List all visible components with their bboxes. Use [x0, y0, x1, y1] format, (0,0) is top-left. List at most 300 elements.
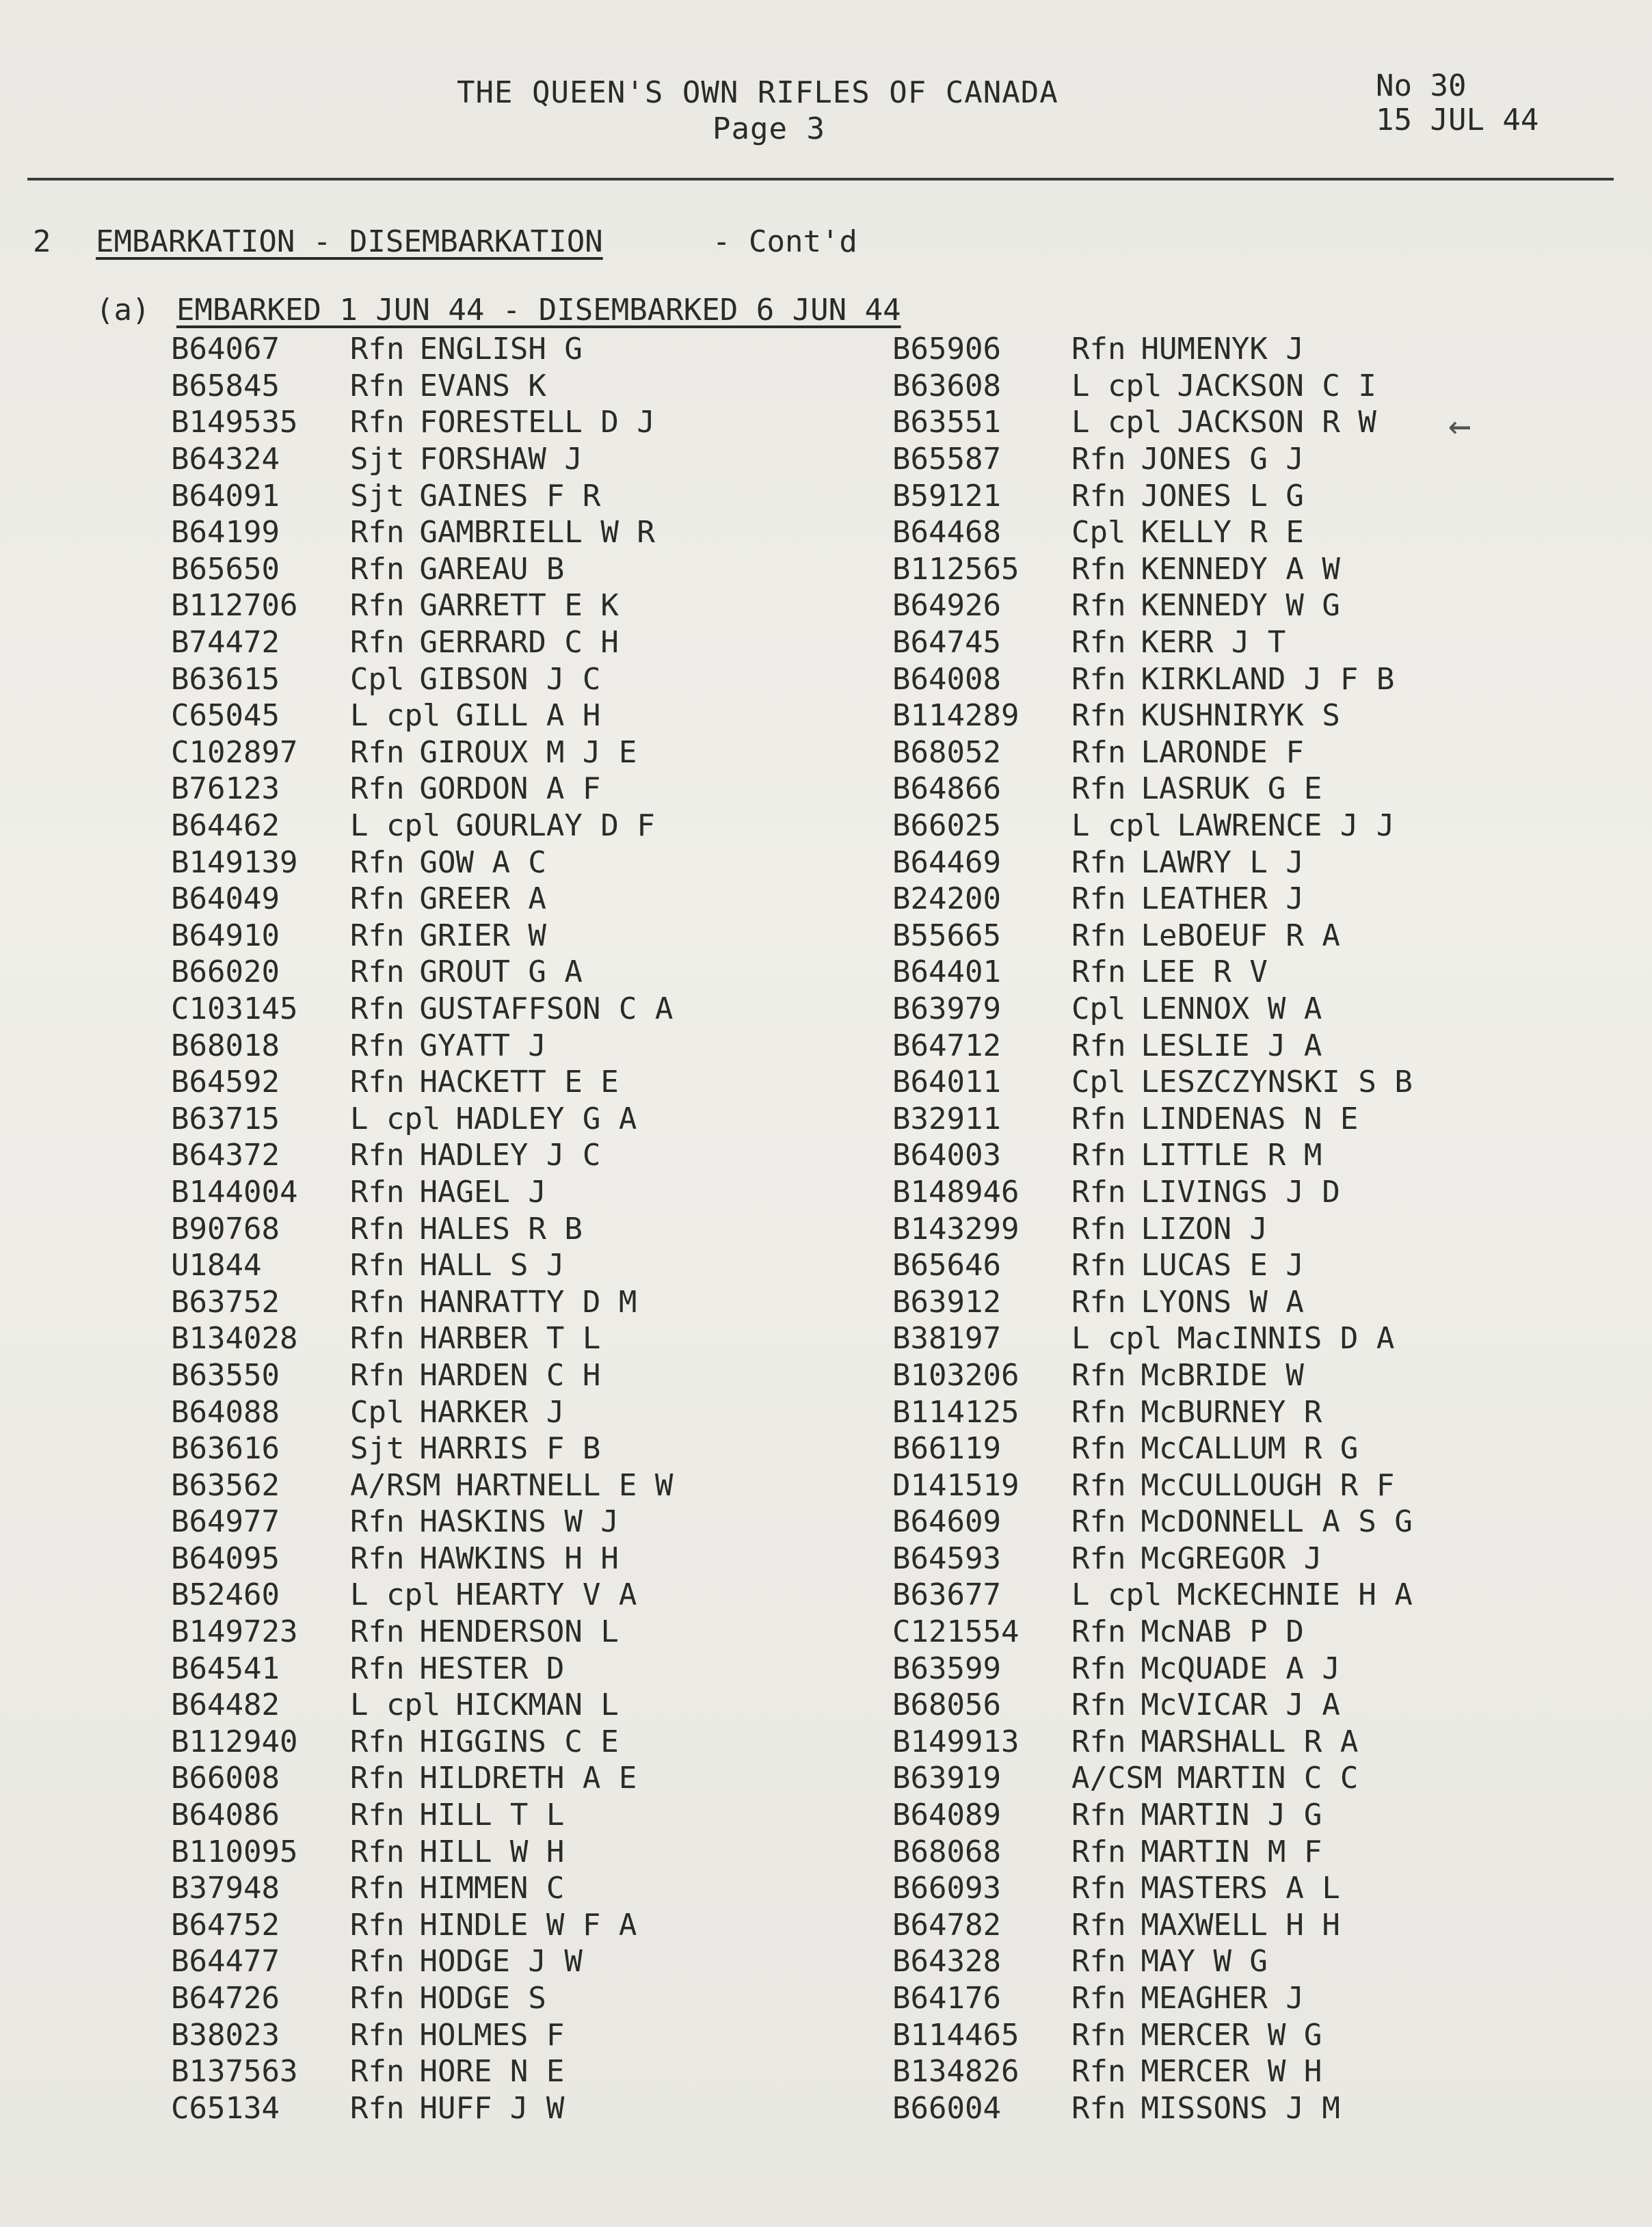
soldier-name: HUFF J W [419, 2090, 565, 2126]
roster-row [171, 1760, 673, 1797]
soldier-name: KENNEDY W G [1141, 588, 1340, 624]
service-number: B64088 [171, 1394, 280, 1430]
service-number: B55665 [892, 918, 1001, 953]
roster-row [892, 1027, 1413, 1064]
roster-row [171, 1467, 673, 1504]
service-number: B65845 [171, 368, 280, 403]
soldier-name: HARDEN C H [419, 1357, 601, 1393]
roster-row [171, 551, 673, 588]
service-number: B38023 [171, 2017, 280, 2053]
page-number: Page 3 [712, 111, 825, 146]
soldier-name: HANRATTY D M [419, 1284, 637, 1320]
roster-row [892, 697, 1413, 734]
service-number: B63919 [892, 1761, 1001, 1796]
rank: Rfn [350, 1834, 405, 1869]
rank: Rfn [1071, 698, 1126, 734]
service-number: B63551 [892, 405, 1001, 440]
service-number: B64324 [171, 442, 280, 477]
soldier-name: HICKMAN L [455, 1688, 619, 1723]
soldier-name: GERRARD C H [419, 625, 619, 661]
soldier-name: MEAGHER J [1141, 1981, 1304, 2016]
left-roster-column [171, 331, 673, 2126]
service-number: B64011 [892, 1065, 1001, 1100]
service-number: B68018 [171, 1028, 280, 1063]
soldier-name: HEARTY V A [455, 1577, 637, 1613]
soldier-name: HARBER T L [419, 1321, 601, 1357]
roster-row [892, 1174, 1413, 1211]
soldier-name: McQUADE A J [1141, 1651, 1340, 1686]
soldier-name: ENGLISH G [419, 332, 583, 367]
soldier-name: MacINNIS D A [1177, 1321, 1395, 1357]
service-number: B37948 [171, 1871, 280, 1906]
rank: Rfn [1071, 734, 1126, 770]
roster-row [171, 1870, 673, 1907]
roster-row [892, 1833, 1413, 1870]
roster-row [171, 2090, 673, 2127]
roster-row [171, 514, 673, 551]
service-number: B64593 [892, 1541, 1001, 1576]
service-number: B103206 [892, 1357, 1020, 1393]
soldier-name: LIVINGS J D [1141, 1174, 1340, 1210]
service-number: U1844 [171, 1248, 262, 1283]
roster-row [892, 624, 1413, 661]
soldier-name: LYONS W A [1141, 1284, 1304, 1320]
roster-row [892, 1760, 1413, 1797]
roster-row [171, 2016, 673, 2053]
soldier-name: EVANS K [419, 368, 546, 403]
rank: Rfn [1071, 918, 1126, 953]
roster-row [171, 624, 673, 661]
roster-row [892, 1943, 1413, 1980]
roster-row [171, 1687, 673, 1724]
service-number: B63599 [892, 1651, 1001, 1686]
soldier-name: HENDERSON L [419, 1614, 619, 1650]
rank: Rfn [350, 1871, 405, 1906]
service-number: B64482 [171, 1688, 280, 1723]
rank: Rfn [1071, 2017, 1126, 2053]
soldier-name: McVICAR J A [1141, 1688, 1340, 1723]
rank: Rfn [350, 1065, 405, 1100]
rank: Cpl [350, 661, 405, 697]
roster-row [171, 661, 673, 697]
soldier-name: LEATHER J [1141, 881, 1304, 917]
roster-row [892, 918, 1413, 955]
service-number: B64477 [171, 1944, 280, 1979]
service-number: B64782 [892, 1907, 1001, 1943]
rank: Rfn [1071, 442, 1126, 477]
roster-row [892, 368, 1413, 405]
subsection-label: (a) [96, 293, 150, 328]
rank: Rfn [350, 1614, 405, 1650]
soldier-name: LIZON J [1141, 1211, 1268, 1246]
service-number: B64095 [171, 1541, 280, 1576]
roster-row [171, 1724, 673, 1761]
soldier-name: HALES R B [419, 1211, 583, 1246]
service-number: B112565 [892, 551, 1020, 587]
soldier-name: GAREAU B [419, 551, 565, 587]
rank: Rfn [1071, 771, 1126, 807]
roster-row [892, 1064, 1413, 1101]
roster-row [892, 1724, 1413, 1761]
rank: Rfn [350, 1541, 405, 1576]
soldier-name: MERCER W H [1141, 2054, 1322, 2090]
roster-row [171, 1283, 673, 1320]
service-number: B66020 [171, 955, 280, 990]
soldier-name: KENNEDY A W [1141, 551, 1340, 587]
service-number: B64468 [892, 515, 1001, 550]
roster-row [892, 1577, 1413, 1614]
roster-row [171, 1393, 673, 1430]
soldier-name: LARONDE F [1141, 734, 1304, 770]
rank: Cpl [1071, 1065, 1126, 1100]
document-title: THE QUEEN'S OWN RIFLES OF CANADA [457, 75, 1058, 110]
roster-row [171, 1210, 673, 1247]
roster-row [171, 1100, 673, 1137]
roster-row [171, 918, 673, 955]
rank: Rfn [1071, 2054, 1126, 2090]
rank: L cpl [1071, 808, 1162, 844]
rank: Rfn [350, 332, 405, 367]
soldier-name: GYATT J [419, 1028, 546, 1063]
roster-row [892, 771, 1413, 808]
rank: Rfn [350, 588, 405, 624]
service-number: B144004 [171, 1174, 298, 1210]
service-number: B66004 [892, 2090, 1001, 2126]
roster-row [892, 514, 1413, 551]
service-number: B66093 [892, 1871, 1001, 1906]
rank: Rfn [350, 368, 405, 403]
service-number: B64712 [892, 1028, 1001, 1063]
rank: Rfn [350, 2054, 405, 2090]
rank: Rfn [1071, 332, 1126, 367]
rank: Rfn [1071, 1834, 1126, 1869]
service-number: B114125 [892, 1394, 1020, 1430]
soldier-name: HUMENYK J [1141, 332, 1304, 367]
rank: Rfn [350, 1724, 405, 1759]
rank: Rfn [1071, 1174, 1126, 1210]
soldier-name: HARRIS F B [419, 1431, 601, 1467]
roster-row [892, 1283, 1413, 1320]
soldier-name: GROUT G A [419, 955, 583, 990]
roster-row [892, 1467, 1413, 1504]
soldier-name: HAGEL J [419, 1174, 546, 1210]
soldier-name: JONES G J [1141, 442, 1304, 477]
roster-row [171, 991, 673, 1028]
roster-row [171, 2053, 673, 2090]
roster-row [171, 1980, 673, 2017]
rank: L cpl [1071, 405, 1162, 440]
soldier-name: HASKINS W J [419, 1504, 619, 1540]
soldier-name: JONES L G [1141, 478, 1304, 514]
rank: Sjt [350, 1431, 405, 1467]
rank: Rfn [1071, 1651, 1126, 1686]
rank: Rfn [350, 1138, 405, 1173]
soldier-name: McDONNELL A S G [1141, 1504, 1413, 1540]
service-number: D141519 [892, 1467, 1020, 1503]
rank: L cpl [350, 1101, 441, 1136]
roster-row [171, 1247, 673, 1284]
roster-row [892, 991, 1413, 1028]
roster-row [892, 331, 1413, 368]
rank: Rfn [350, 955, 405, 990]
service-number: B64469 [892, 844, 1001, 880]
soldier-name: HILDRETH A E [419, 1761, 637, 1796]
subsection-title: EMBARKED 1 JUN 44 - DISEMBARKED 6 JUN 44 [176, 293, 901, 328]
soldier-name: McBRIDE W [1141, 1357, 1304, 1393]
soldier-name: HIMMEN C [419, 1871, 565, 1906]
roster-row [892, 1137, 1413, 1174]
soldier-name: McCALLUM R G [1141, 1431, 1359, 1467]
roster-row [892, 587, 1413, 624]
service-number: B63752 [171, 1284, 280, 1320]
service-number: B114289 [892, 698, 1020, 734]
service-number: B64328 [892, 1944, 1001, 1979]
service-number: B90768 [171, 1211, 280, 1246]
soldier-name: LENNOX W A [1141, 991, 1322, 1026]
rank: L cpl [1071, 368, 1162, 403]
rank: Rfn [1071, 551, 1126, 587]
roster-row [171, 1064, 673, 1101]
service-number: B63550 [171, 1357, 280, 1393]
service-number: B149723 [171, 1614, 298, 1650]
soldier-name: HARKER J [419, 1394, 565, 1430]
roster-row [892, 1320, 1413, 1357]
roster-row [171, 1833, 673, 1870]
rank: Rfn [350, 1321, 405, 1357]
service-number: B66025 [892, 808, 1001, 844]
rank: Rfn [350, 625, 405, 661]
service-number: B64089 [892, 1798, 1001, 1833]
soldier-name: FORSHAW J [419, 442, 583, 477]
section-title: EMBARKATION - DISEMBARKATION [96, 224, 603, 259]
roster-row [171, 808, 673, 844]
rank: Rfn [350, 771, 405, 807]
soldier-name: LeBOEUF R A [1141, 918, 1340, 953]
soldier-name: GAINES F R [419, 478, 601, 514]
roster-row [892, 441, 1413, 478]
rank: L cpl [350, 808, 441, 844]
service-number: B63615 [171, 661, 280, 697]
roster-row [171, 331, 673, 368]
soldier-name: GOURLAY D F [455, 808, 655, 844]
soldier-name: FORESTELL D J [419, 405, 655, 440]
rank: Rfn [1071, 844, 1126, 880]
rank: Rfn [1071, 661, 1126, 697]
roster-row [892, 404, 1413, 441]
service-number: B63616 [171, 1431, 280, 1467]
service-number: B64910 [171, 918, 280, 953]
service-number: B149139 [171, 844, 298, 880]
rank: Rfn [1071, 2090, 1126, 2126]
roster-row [892, 1687, 1413, 1724]
rank: Rfn [1071, 1028, 1126, 1063]
roster-row [171, 954, 673, 991]
service-number: B63562 [171, 1467, 280, 1503]
service-number: B64199 [171, 515, 280, 550]
right-roster-column [892, 331, 1413, 2126]
roster-row [892, 954, 1413, 991]
roster-row [171, 587, 673, 624]
roster-row [171, 1650, 673, 1687]
rank: Rfn [350, 1944, 405, 1979]
soldier-name: GUSTAFFSON C A [419, 991, 674, 1026]
rank: Rfn [1071, 955, 1126, 990]
rank: Rfn [1071, 1871, 1126, 1906]
rank: Rfn [350, 734, 405, 770]
rank: Rfn [350, 551, 405, 587]
roster-row [171, 771, 673, 808]
soldier-name: HODGE J W [419, 1944, 583, 1979]
service-number: B64401 [892, 955, 1001, 990]
roster-row [892, 2053, 1413, 2090]
soldier-name: LAWRENCE J J [1177, 808, 1395, 844]
rank: Rfn [1071, 1248, 1126, 1283]
rank: Rfn [1071, 1724, 1126, 1759]
roster-row [892, 1393, 1413, 1430]
rank: Rfn [1071, 881, 1126, 917]
roster-row [892, 551, 1413, 588]
roster-row [171, 1430, 673, 1467]
roster-row [892, 1907, 1413, 1944]
roster-row [171, 881, 673, 918]
soldier-name: GREER A [419, 881, 546, 917]
roster-row [171, 1797, 673, 1834]
rank: Rfn [350, 515, 405, 550]
service-number: B64977 [171, 1504, 280, 1540]
soldier-name: MARSHALL R A [1141, 1724, 1359, 1759]
roster-row [171, 1943, 673, 1980]
soldier-name: MASTERS A L [1141, 1871, 1340, 1906]
roster-row [892, 1980, 1413, 2017]
rank: L cpl [350, 1577, 441, 1613]
rank: Rfn [350, 1761, 405, 1796]
service-number: B64541 [171, 1651, 280, 1686]
service-number: B64008 [892, 661, 1001, 697]
soldier-name: GIROUX M J E [419, 734, 637, 770]
roster-row [892, 734, 1413, 771]
roster-row [892, 1797, 1413, 1834]
soldier-name: McNAB P D [1141, 1614, 1304, 1650]
roster-row [171, 1614, 673, 1651]
soldier-name: McCULLOUGH R F [1141, 1467, 1395, 1503]
roster-row [171, 1027, 673, 1064]
service-number: B38197 [892, 1321, 1001, 1357]
soldier-name: HADLEY G A [455, 1101, 637, 1136]
roster-row [171, 1320, 673, 1357]
service-number: B149535 [171, 405, 298, 440]
soldier-name: HESTER D [419, 1651, 565, 1686]
soldier-name: HIGGINS C E [419, 1724, 619, 1759]
service-number: B64372 [171, 1138, 280, 1173]
rank: Rfn [1071, 625, 1126, 661]
service-number: B64091 [171, 478, 280, 514]
rank: Rfn [350, 844, 405, 880]
soldier-name: MARTIN C C [1177, 1761, 1359, 1796]
soldier-name: GORDON A F [419, 771, 601, 807]
service-number: B64866 [892, 771, 1001, 807]
rank: L cpl [350, 1688, 441, 1723]
roster-row [892, 2090, 1413, 2127]
rank: Rfn [350, 881, 405, 917]
rank: Rfn [1071, 1467, 1126, 1503]
rank: Rfn [1071, 1101, 1126, 1136]
roster-row [171, 441, 673, 478]
rank: Rfn [1071, 1688, 1126, 1723]
soldier-name: HADLEY J C [419, 1138, 601, 1173]
service-number: B52460 [171, 1577, 280, 1613]
rank: A/RSM [350, 1467, 441, 1503]
roster-row [171, 1541, 673, 1577]
service-number: B64086 [171, 1798, 280, 1833]
service-number: C65134 [171, 2090, 280, 2126]
rank: Rfn [1071, 1541, 1126, 1576]
service-number: C102897 [171, 734, 298, 770]
rank: Rfn [350, 1504, 405, 1540]
soldier-name: GARRETT E K [419, 588, 619, 624]
rank: Cpl [1071, 515, 1126, 550]
service-number: B134826 [892, 2054, 1020, 2090]
roster-row [892, 1430, 1413, 1467]
service-number: B64049 [171, 881, 280, 917]
service-number: B64752 [171, 1907, 280, 1943]
service-number: B76123 [171, 771, 280, 807]
rank: Sjt [350, 478, 405, 514]
service-number: B63979 [892, 991, 1001, 1026]
soldier-name: LEE R V [1141, 955, 1268, 990]
service-number: B32911 [892, 1101, 1001, 1136]
rank: Rfn [1071, 1394, 1126, 1430]
rank: Rfn [1071, 1907, 1126, 1943]
rank: Rfn [350, 1651, 405, 1686]
service-number: B64462 [171, 808, 280, 844]
soldier-name: KUSHNIRYK S [1141, 698, 1340, 734]
soldier-name: McBURNEY R [1141, 1394, 1322, 1430]
service-number: B63608 [892, 368, 1001, 403]
service-number: B64592 [171, 1065, 280, 1100]
soldier-name: HOLMES F [419, 2017, 565, 2053]
soldier-name: GRIER W [419, 918, 546, 953]
order-number: No 30 [1376, 68, 1467, 103]
header-divider [27, 178, 1614, 181]
soldier-name: HODGE S [419, 1981, 546, 2016]
roster-row [892, 881, 1413, 918]
roster-row [892, 477, 1413, 514]
service-number: B24200 [892, 881, 1001, 917]
soldier-name: GOW A C [419, 844, 546, 880]
rank: Rfn [1071, 1138, 1126, 1173]
soldier-name: GILL A H [455, 698, 601, 734]
soldier-name: MARTIN M F [1141, 1834, 1322, 1869]
roster-row [892, 1614, 1413, 1651]
rank: Rfn [350, 918, 405, 953]
soldier-name: LINDENAS N E [1141, 1101, 1359, 1136]
rank: L cpl [1071, 1577, 1162, 1613]
service-number: B64745 [892, 625, 1001, 661]
soldier-name: HAWKINS H H [419, 1541, 619, 1576]
roster-row [892, 1100, 1413, 1137]
soldier-name: GIBSON J C [419, 661, 601, 697]
roster-row [171, 697, 673, 734]
rank: Rfn [1071, 1211, 1126, 1246]
soldier-name: HINDLE W F A [419, 1907, 637, 1943]
service-number: B65650 [171, 551, 280, 587]
soldier-name: KERR J T [1141, 625, 1286, 661]
service-number: B110095 [171, 1834, 298, 1869]
service-number: B64926 [892, 588, 1001, 624]
soldier-name: LAWRY L J [1141, 844, 1304, 880]
soldier-name: HILL T L [419, 1798, 565, 1833]
soldier-name: MAXWELL H H [1141, 1907, 1340, 1943]
